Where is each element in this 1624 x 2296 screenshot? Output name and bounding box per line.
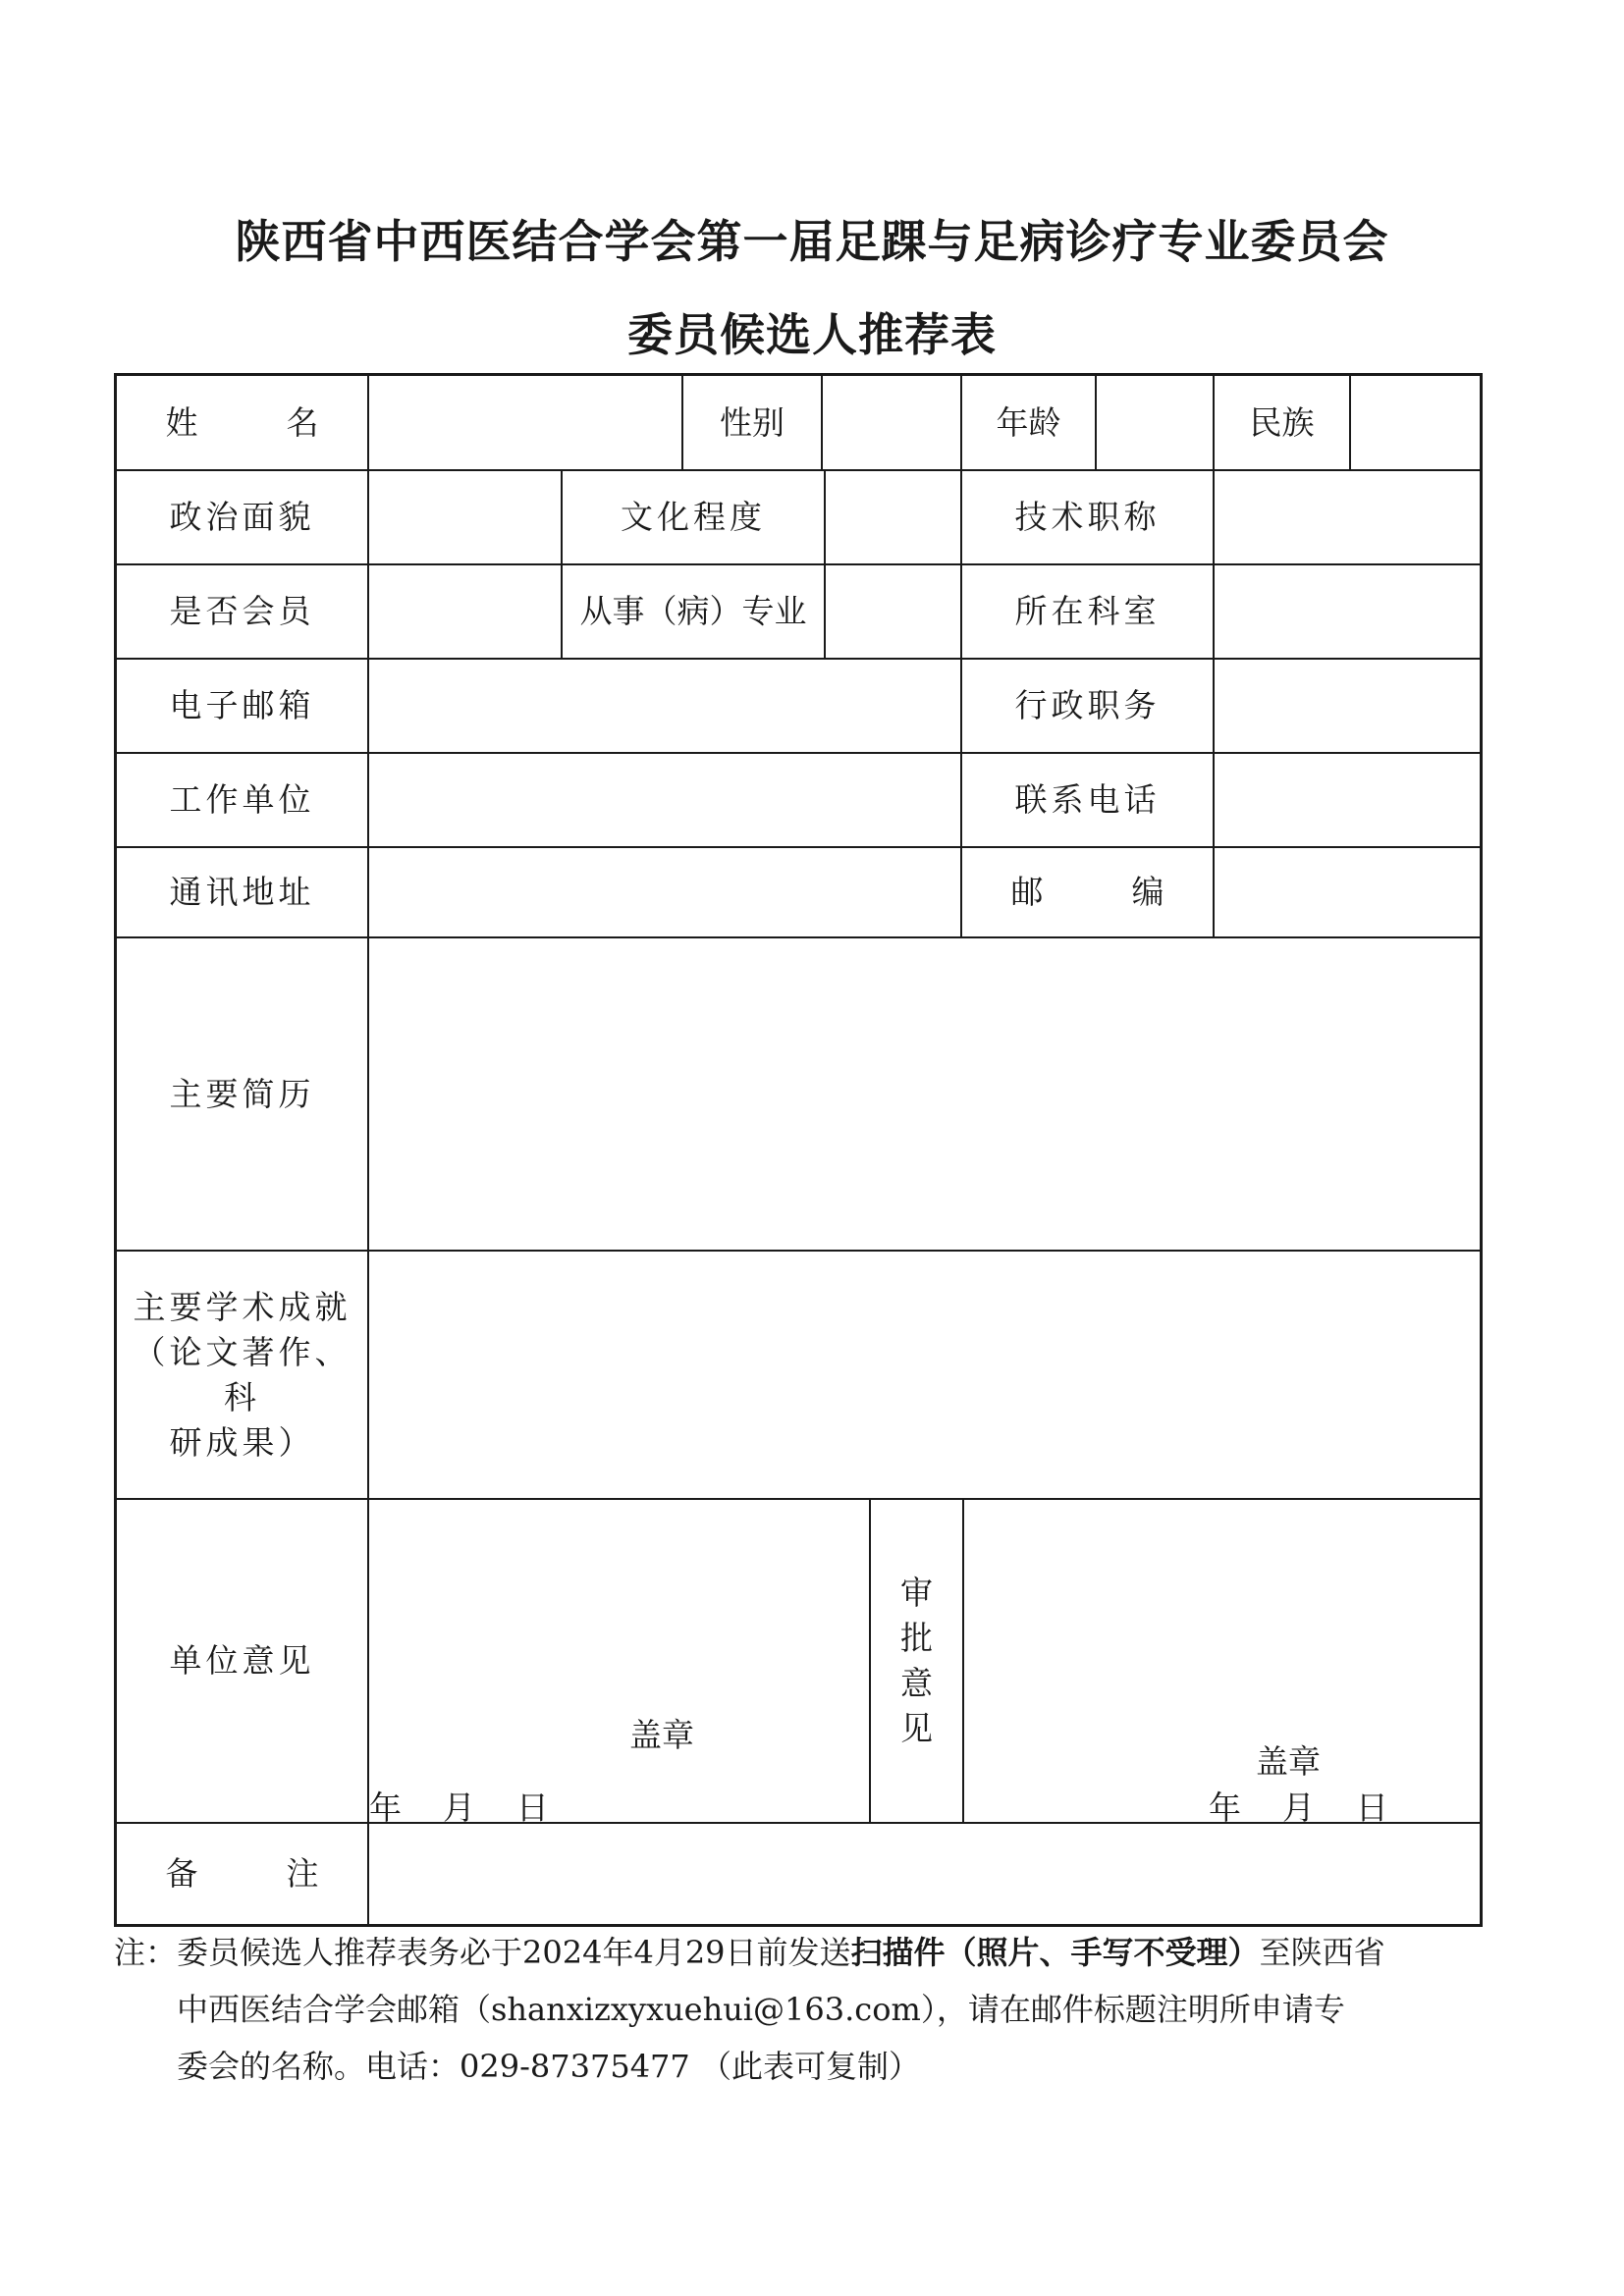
label-is-member: 是否会员 — [117, 565, 369, 660]
label-technical-title: 技术职称 — [962, 471, 1215, 565]
remarks-field[interactable] — [369, 1824, 1480, 1924]
note-text-2: 至陕西省 — [1259, 1934, 1385, 1971]
department-field[interactable] — [1215, 565, 1480, 660]
seal-label-right: 盖章 — [1256, 1742, 1321, 1781]
note-line-2: 中西医结合学会邮箱（shanxizxyxuehui@163.com），请在邮件标题注明所申请专 — [177, 1991, 1345, 2028]
label-employer: 工作单位 — [117, 754, 369, 848]
political-status-field[interactable] — [369, 471, 563, 565]
gender-field[interactable] — [823, 376, 962, 471]
label-postcode: 邮 编 — [962, 848, 1215, 938]
label-admin-position: 行政职务 — [962, 660, 1215, 754]
label-achievements: 主要学术成就 （论文著作、科 研成果） — [117, 1252, 369, 1500]
label-gender: 性别 — [683, 376, 823, 471]
label-ethnicity: 民族 — [1215, 376, 1351, 471]
age-field[interactable] — [1097, 376, 1215, 471]
education-field[interactable] — [826, 471, 962, 565]
label-specialty: 从事（病）专业 — [563, 565, 826, 660]
label-political-status: 政治面貌 — [117, 471, 369, 565]
phone-field[interactable] — [1215, 754, 1480, 848]
note-line-3: 委会的名称。电话：029-87375477 （此表可复制） — [177, 2048, 920, 2085]
label-approval-opinion: 审 批 意 见 — [871, 1500, 964, 1824]
resume-field[interactable] — [369, 938, 1480, 1252]
form-subtitle: 委员候选人推荐表 — [627, 308, 997, 361]
technical-title-field[interactable] — [1215, 471, 1480, 565]
form-title: 陕西省中西医结合学会第一届足踝与足病诊疗专业委员会 — [235, 215, 1389, 268]
label-resume: 主要简历 — [117, 938, 369, 1252]
label-remarks: 备 注 — [117, 1824, 369, 1924]
name-field[interactable] — [369, 376, 683, 471]
email-field[interactable] — [369, 660, 962, 754]
label-age: 年龄 — [962, 376, 1097, 471]
label-email: 电子邮箱 — [117, 660, 369, 754]
note-highlight: 扫描件（照片、手写不受理） — [850, 1934, 1260, 1971]
label-phone: 联系电话 — [962, 754, 1215, 848]
employer-field[interactable] — [369, 754, 962, 848]
date-line-right: 年 月 日 — [1209, 1789, 1388, 1827]
ethnicity-field[interactable] — [1351, 376, 1480, 471]
date-line-left: 年 月 日 — [369, 1789, 549, 1827]
unit-opinion-field[interactable] — [369, 1500, 871, 1824]
seal-label-left: 盖章 — [629, 1716, 694, 1754]
label-address: 通讯地址 — [117, 848, 369, 938]
approval-opinion-field[interactable] — [964, 1500, 1480, 1824]
recommendation-form-table — [114, 373, 1483, 1927]
admin-position-field[interactable] — [1215, 660, 1480, 754]
address-field[interactable] — [369, 848, 962, 938]
note-text-1: 委员候选人推荐表务必于2024年4月29日前发送 — [177, 1934, 851, 1971]
label-name: 姓 名 — [117, 376, 369, 471]
postcode-field[interactable] — [1215, 848, 1480, 938]
submission-note — [114, 1924, 1489, 2095]
label-department: 所在科室 — [962, 565, 1215, 660]
label-unit-opinion: 单位意见 — [117, 1500, 369, 1824]
note-label: 注： — [114, 1934, 178, 1971]
achievements-field[interactable] — [369, 1252, 1480, 1500]
label-education: 文化程度 — [563, 471, 826, 565]
specialty-field[interactable] — [826, 565, 962, 660]
is-member-field[interactable] — [369, 565, 563, 660]
